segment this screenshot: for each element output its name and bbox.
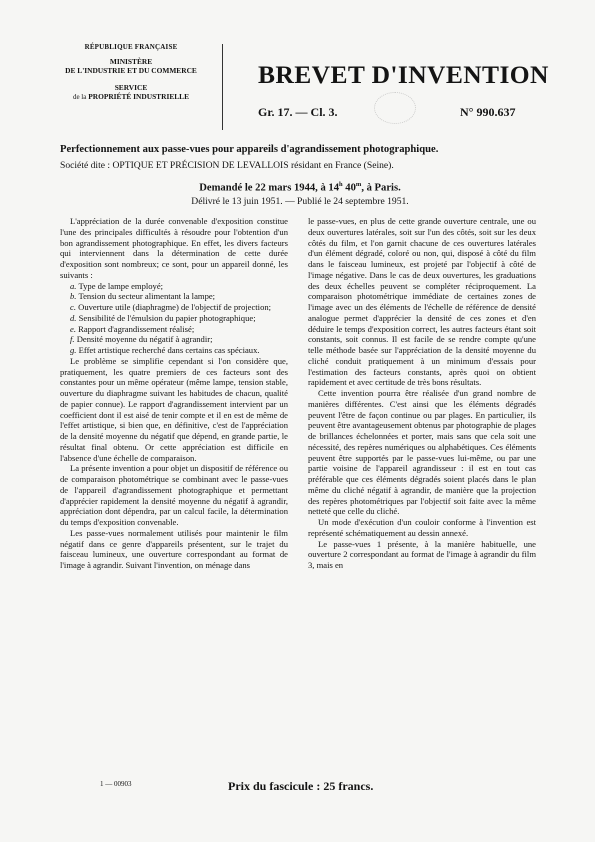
list-item: [60, 291, 288, 302]
footer-code: 1 — 00903: [100, 780, 132, 788]
ministere-line-2: DE L'INDUSTRIE ET DU COMMERCE: [65, 66, 197, 75]
group-class-label: Gr. 17. — Cl. 3.: [258, 105, 338, 119]
ministere-line-1: MINISTÈRE: [109, 57, 153, 66]
list-item-label: e.: [70, 323, 76, 334]
issuing-authority-block: [56, 43, 206, 102]
service-line-2: [56, 92, 206, 102]
list-item: [60, 313, 288, 324]
invention-title: Perfectionnement aux passe-vues pour appareils d'agrandissement photographique.: [60, 144, 439, 155]
filing-date-line: Demandé le 22 mars 1944, à 14$^h$ 40$^m$, à Paris.: [199, 181, 401, 194]
service-block: [56, 83, 206, 102]
list-item-text: Sensibilité de l'émulsion du papier photographique;: [78, 312, 256, 323]
list-item-label: f.: [70, 334, 75, 345]
list-item: [60, 324, 288, 335]
list-item-text: Effet artistique recherché dans certains cas spéciaux.: [78, 345, 260, 355]
patent-number: N° 990.637: [460, 105, 516, 119]
republique-label: RÉPUBLIQUE FRANÇAISE: [84, 43, 178, 51]
paragraph: Le passe-vues 1 présente, à la manière habituelle, une ouverture 2 correspondant au format de l'image à agrandir du film 3, mais en: [308, 538, 536, 570]
list-item-text: Tension du secteur alimentant la lampe;: [78, 291, 216, 302]
list-item-text: Ouverture utile (diaphragme) de l'objectif de projection;: [78, 302, 272, 312]
list-item-label: g.: [70, 345, 77, 355]
list-item-text: Type de lampe employé;: [78, 280, 164, 291]
list-item: [60, 334, 288, 345]
applicant-line: Société dite : OPTIQUE ET PRÉCISION DE LEVALLOIS résidant en France (Seine).: [60, 160, 394, 171]
ministere-block: [56, 57, 206, 75]
paragraph-continued: le passe-vues, en plus de cette grande ouverture centrale, une ou deux ouvertures latérales, soit sur l'un des côtés, soit sur les deux côtés du film, et l'on garnit chacune de ces ouvertures latérales d'un élément dégradé, coloré ou non, qui, disposé à côté du film dans le faisceau lumineux, est projeté par l'objectif à côté de l'image négative. Dans le cas de deux ouvertures, les graduations des deux échelles peuvent se compléter réciproquement. La comparaison photométrique immédiate de certaines zones de l'image avec un des éléments de l'échelle de référence de densité analogue permet d'apprécier la densité de ces zones et d'en déduire le temps d'exposition correct, les autres facteurs étant soit constants, soit connus. Il est facile de se rendre compte qu'une telle méthode basée sur l'appréciation de la densité moyenne du cliché conduit pratiquement à un minimum d'essais pour l'estimation des facteurs constants, après quoi on obtient rapidement et avec certitude de très bons résultats.: [308, 216, 536, 388]
paragraph: Cette invention pourra être réalisée d'un grand nombre de manières différentes. C'est ainsi que les éléments dégradés peuvent l'être de façon continue ou par plages. En particulier, ils peuvent être avantageusement obtenus par photographie de plages de brillances échelonnées et porter, mais sans que cela soit une nécessité, des repères numériques ou alphabétiques. Ces éléments peuvent être supportés par le passe-vues lui-même, ou par une partie voisine de l'appareil agrandisseur : il est en tout cas préférable que ces éléments dégradés soient placés dans le plan même du cliché négatif à agrandir, de manière que la projection des repères photométriques par l'objectif soit faite avec la même netteté que celle du cliché.: [308, 388, 536, 517]
text-column-left: [60, 216, 288, 571]
paragraph: Un mode d'exécution d'un couloir conforme à l'invention est représenté schématiquement au dessin annexé.: [308, 517, 536, 538]
paragraph: Le problème se simplifie cependant si l'on considère que, pratiquement, les quatre premiers de ces facteurs sont des constantes pour un même opérateur (même lampe, tension stable, ouverture du diaphragme suivant les habitudes de chacun, qualité de papier connue). Le rapport d'agrandissement intervient par un coefficient dont il est aisé de tenir compte et il en est de même de l'effet artistique, si bien que, en définitive, c'est de l'appréciation de la densité moyenne du négatif que dépend, en grande partie, le résultat final obtenu. Or cette appréciation est difficile en l'absence d'une échelle de comparaison.: [60, 355, 288, 463]
service-line-1: SERVICE: [114, 83, 148, 92]
list-item: [60, 345, 288, 356]
list-item: [60, 302, 288, 313]
document-title: BREVET D'INVENTION: [258, 60, 549, 89]
paragraph: L'appréciation de la durée convenable d'exposition constitue l'une des principales difficultés à résoudre pour l'obtention d'un bon agrandissement photographique. En effet, les divers facteurs qui interviennent dans la détermination de cette durée d'exposition sont nombreux; ce sont, pour un appareil donné, les suivants :: [60, 216, 288, 280]
grant-publication-line: Délivré le 13 juin 1951. — Publié le 24 septembre 1951.: [191, 196, 409, 207]
list-item-label: a.: [70, 280, 77, 291]
list-item-label: c.: [70, 302, 76, 312]
office-stamp: [374, 92, 416, 124]
paragraph: La présente invention a pour objet un dispositif de référence ou de comparaison photométrique se combinant avec le passe-vues de l'appareil d'agrandissement photographique et permettant d'apprécier rapidement la densité moyenne du négatif à agrandir, appréciation dont dépendra, par un calcul facile, la détermination du temps d'exposition convenable.: [60, 463, 288, 527]
paragraph: Les passe-vues normalement utilisés pour maintenir le film négatif dans ce genre d'appareils présentent, sur le trajet du faisceau lumineux, une ouverture correspondant au format de l'image à agrandir. Suivant l'invention, on ménage dans: [60, 527, 288, 570]
list-item-label: d.: [70, 312, 77, 323]
list-item: [60, 281, 288, 292]
service-line-2-prefix: de la: [72, 93, 87, 101]
price-line: Prix du fascicule : 25 francs.: [228, 779, 374, 793]
list-item-text: Densité moyenne du négatif à agrandir;: [76, 334, 213, 345]
list-item-text: Rapport d'agrandissement réalisé;: [78, 323, 195, 334]
header-divider: [222, 44, 223, 130]
service-line-2-name: PROPRIÉTÉ INDUSTRIELLE: [88, 92, 190, 101]
text-column-right: [308, 216, 536, 571]
list-item-label: b.: [70, 291, 77, 302]
